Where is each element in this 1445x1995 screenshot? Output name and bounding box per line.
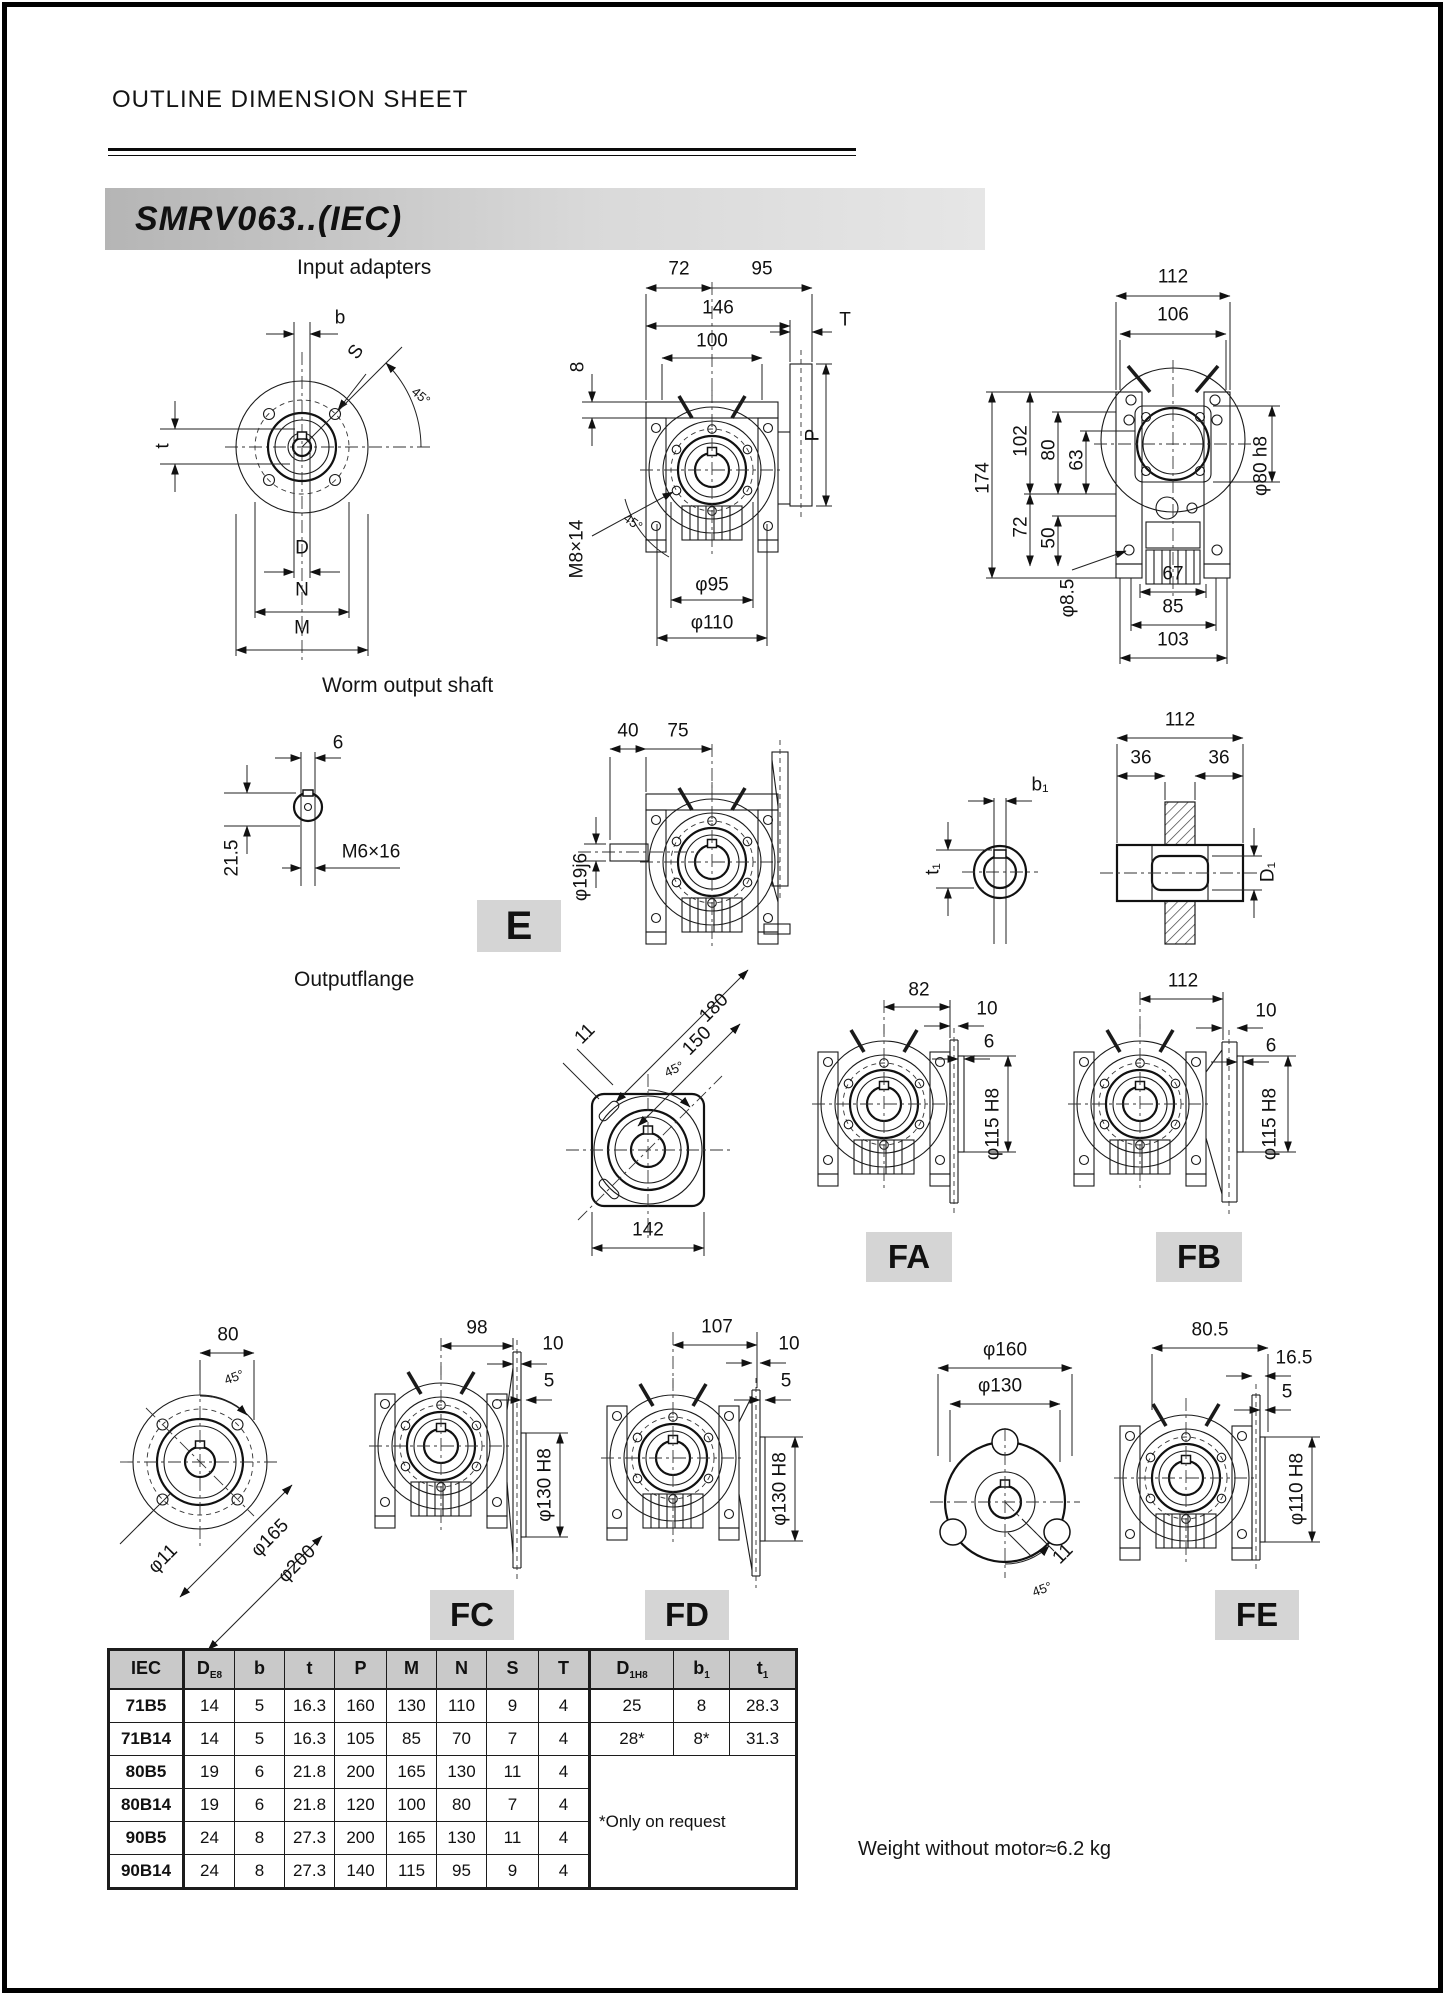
- round-flange-view: [120, 1353, 322, 1650]
- title-underline: [108, 148, 856, 156]
- col-header: IEC: [109, 1650, 184, 1690]
- dim-label: 103: [1157, 629, 1189, 651]
- dim-label: φ160: [982, 1339, 1028, 1361]
- variant-label-fb: FB: [1156, 1232, 1242, 1282]
- model-name: SMRV063..(IEC): [135, 199, 403, 238]
- dim-label: 10: [1255, 1000, 1277, 1022]
- dim-label: 21.5: [221, 839, 243, 877]
- dim-label: M8×14: [566, 519, 588, 579]
- gearbox-side-view-e: [578, 740, 790, 946]
- weight-note: Weight without motor≈6.2 kg: [858, 1838, 1111, 1860]
- dim-label: 10: [976, 998, 998, 1020]
- table-row: 90B5 24 8 27.3 200 165 130 11 4: [109, 1822, 797, 1855]
- hollow-shaft-section: [1100, 738, 1262, 944]
- dim-label: φ110 H8: [1286, 1452, 1308, 1526]
- worm-shaft-end-view: [221, 752, 400, 886]
- dim-label: N: [295, 579, 309, 601]
- dim-label: 45°: [1030, 1578, 1054, 1600]
- dim-label: b: [334, 307, 346, 329]
- dim-label: 11: [1048, 1539, 1078, 1569]
- dim-label: 98: [466, 1317, 488, 1339]
- dim-label: M6×16: [341, 841, 401, 863]
- dim-label: 11: [570, 1019, 600, 1049]
- dim-label: 50: [1038, 527, 1060, 549]
- table-header-row: [109, 1650, 797, 1690]
- iec-dimension-table: [107, 1648, 798, 1890]
- variant-label-fa: FA: [866, 1232, 952, 1282]
- output-bore-view: [936, 798, 1038, 944]
- dim-label: 5: [543, 1370, 555, 1392]
- table-row: 80B5 19 6 21.8 200 165 130 11 4 *Only on request: [109, 1756, 797, 1789]
- input-adapter-front-view: [160, 322, 432, 660]
- dim-label: φ110: [690, 612, 734, 634]
- dim-label: 72: [668, 258, 690, 280]
- dim-label: 45°: [661, 1058, 687, 1080]
- dim-label: T: [839, 309, 851, 331]
- dim-label: 142: [632, 1219, 664, 1241]
- dim-label: 10: [778, 1333, 800, 1355]
- dim-label: 100: [696, 330, 728, 352]
- dim-label: φ165: [247, 1515, 293, 1561]
- dim-label: 36: [1130, 747, 1152, 769]
- dim-label: 146: [702, 297, 734, 319]
- model-banner: [105, 188, 985, 250]
- dim-label: t₁: [922, 863, 944, 875]
- dim-label: φ130 H8: [534, 1448, 556, 1522]
- dim-label: 180: [695, 989, 733, 1027]
- dim-label: 102: [1010, 425, 1032, 457]
- dim-label: P: [802, 428, 824, 442]
- dim-label: 174: [972, 462, 994, 494]
- dim-label: 106: [1157, 304, 1189, 326]
- dim-label: 40: [617, 720, 639, 742]
- page-title: OUTLINE DIMENSION SHEET: [112, 86, 469, 113]
- dim-label: S: [343, 340, 369, 364]
- dim-label: 16.5: [1275, 1347, 1313, 1369]
- dim-label: 85: [1162, 596, 1184, 618]
- dim-label: 75: [667, 720, 689, 742]
- dim-label: 80: [217, 1324, 239, 1346]
- dim-label: 6: [332, 732, 344, 754]
- section-worm-output-shaft: Worm output shaft: [322, 674, 494, 697]
- col-header: $D_{E8}$: [184, 1650, 235, 1690]
- variant-label-fd: FD: [645, 1590, 729, 1640]
- dim-label: 82: [908, 979, 930, 1001]
- dim-label: 5: [780, 1370, 792, 1392]
- variant-label-fe: FE: [1215, 1590, 1299, 1640]
- table-row: 90B14 24 8 27.3 140 115 95 9 4: [109, 1855, 797, 1889]
- dim-label: D₁: [1257, 861, 1279, 883]
- dim-label: φ115 H8: [982, 1087, 1004, 1161]
- dim-label: φ130 H8: [769, 1452, 791, 1526]
- dim-label: 107: [701, 1316, 733, 1338]
- dim-label: φ8.5: [1057, 578, 1079, 618]
- dim-label: M: [294, 617, 310, 639]
- dim-label: 67: [1162, 563, 1184, 585]
- table-row: 71B14 14 5 16.3 105 85 70 7 4 28* 8* 31.3: [109, 1723, 797, 1756]
- dim-label: φ95: [695, 574, 729, 596]
- dim-label: φ80 h8: [1250, 436, 1272, 496]
- dim-label: 63: [1066, 449, 1088, 471]
- dim-label: 150: [678, 1022, 716, 1060]
- dim-label: 112: [1167, 970, 1199, 992]
- dim-label: 80: [1038, 439, 1060, 461]
- col-header: b: [235, 1650, 285, 1690]
- col-header: $t_1$: [730, 1650, 797, 1690]
- col-header: t: [285, 1650, 335, 1690]
- dim-label: 5: [1281, 1381, 1293, 1403]
- col-header: T: [539, 1650, 590, 1690]
- dim-label: 10: [542, 1333, 564, 1355]
- dim-label: 6: [1265, 1035, 1277, 1057]
- dim-label: 6: [983, 1031, 995, 1053]
- dim-label: 45°: [408, 383, 434, 409]
- col-header: N: [437, 1650, 487, 1690]
- dim-label: φ19j6: [570, 852, 592, 902]
- col-header: $b_1$: [674, 1650, 730, 1690]
- col-header: M: [387, 1650, 437, 1690]
- section-outputflange: Outputflange: [294, 968, 415, 991]
- dim-label: φ130: [977, 1375, 1023, 1397]
- variant-label-fc: FC: [430, 1590, 514, 1640]
- dim-label: 45°: [222, 1366, 246, 1388]
- dim-label: t: [152, 443, 174, 449]
- dim-label: φ200: [274, 1541, 320, 1587]
- dim-label: 45°: [620, 510, 646, 534]
- gearbox-front-view: [986, 296, 1280, 664]
- dim-label: 80.5: [1191, 1319, 1229, 1341]
- dim-label: 112: [1164, 709, 1196, 731]
- variant-label-e: E: [477, 900, 561, 952]
- dim-label: 112: [1157, 266, 1189, 288]
- dim-label: 72: [1010, 516, 1032, 538]
- dim-label: D: [295, 537, 309, 559]
- table-note: *Only on request: [590, 1756, 797, 1889]
- dim-label: 36: [1208, 747, 1230, 769]
- table-row: 71B5 14 5 16.3 160 130 110 9 4 25 8 28.3: [109, 1689, 797, 1723]
- col-header: S: [487, 1650, 539, 1690]
- col-header: P: [335, 1650, 387, 1690]
- dim-label: 8: [567, 361, 589, 373]
- dim-label: 95: [751, 258, 773, 280]
- section-input-adapters: Input adapters: [297, 256, 432, 279]
- dim-label: φ11: [144, 1540, 182, 1578]
- dim-label: φ115 H8: [1259, 1087, 1281, 1161]
- dim-label: b₁: [1031, 774, 1049, 796]
- col-header: $D_{1H8}$: [590, 1650, 674, 1690]
- table-row: 80B14 19 6 21.8 120 100 80 7 4: [109, 1789, 797, 1822]
